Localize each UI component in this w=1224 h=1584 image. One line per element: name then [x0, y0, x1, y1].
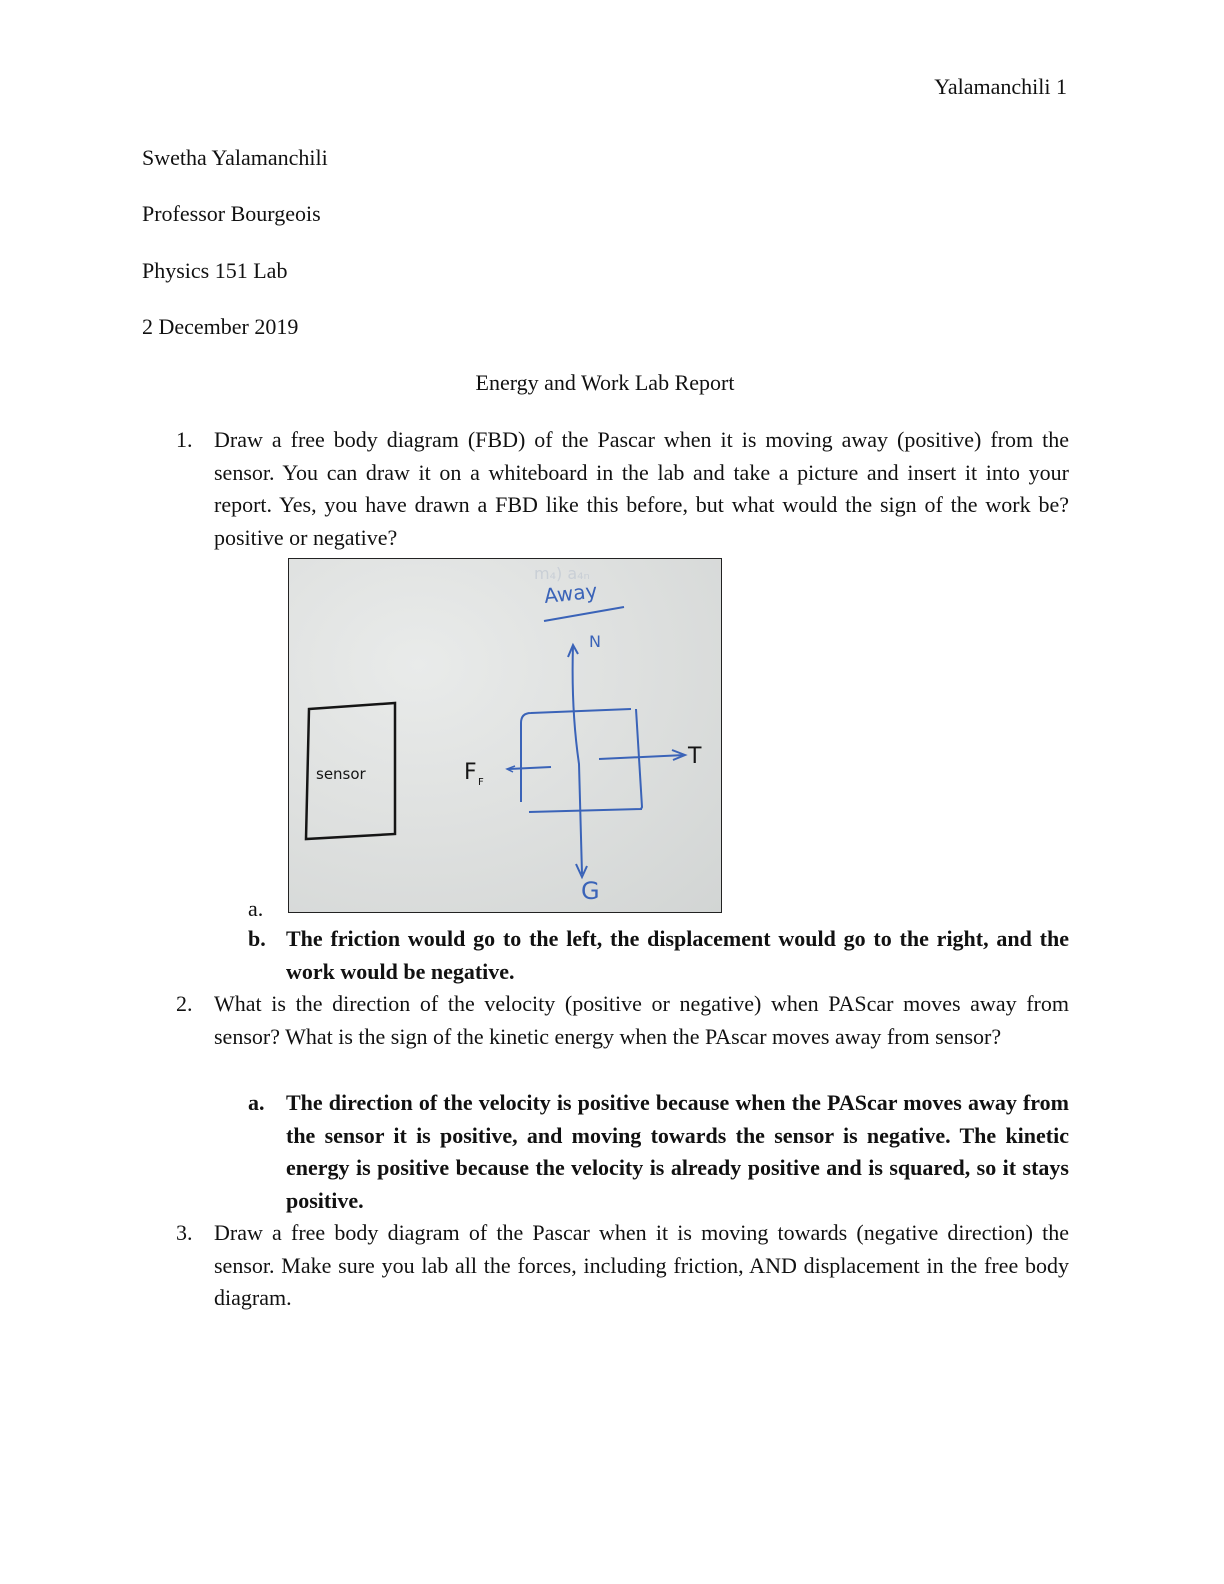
- professor-name: Professor Bourgeois: [142, 201, 321, 226]
- friction-subscript: F: [478, 777, 484, 788]
- answer-text: The direction of the velocity is positive because when the PAScar moves away from the sensor it is positive, and moving towards the sensor is negative. The kinetic energy is positive because the velocity is already positive and is squared, so it stays positive.: [286, 1090, 1069, 1213]
- question-text: What is the direction of the velocity (positive or negative) when PAScar moves away from sensor? What is the sign of the kinetic energy when the PAscar moves away from sensor?: [214, 991, 1069, 1049]
- answer-letter: b.: [248, 926, 266, 951]
- course-name: Physics 151 Lab: [142, 258, 288, 283]
- friction-label: F: [464, 760, 477, 785]
- normal-force-label: N: [589, 632, 601, 651]
- date: 2 December 2019: [142, 314, 299, 339]
- answer-letter: a.: [248, 896, 264, 921]
- student-name: Swetha Yalamanchili: [142, 145, 328, 170]
- question-number: 2.: [176, 991, 193, 1016]
- away-label: Away: [542, 578, 599, 609]
- fbd-whiteboard-photo: [288, 558, 722, 913]
- report-title: Energy and Work Lab Report: [475, 370, 735, 395]
- sensor-label: sensor: [316, 765, 366, 783]
- question-number: 1.: [176, 427, 193, 452]
- answer-text: The friction would go to the left, the displacement would go to the right, and the work would be negative.: [286, 926, 1069, 984]
- question-1: [176, 424, 1069, 554]
- question-number: 3.: [176, 1220, 193, 1245]
- answer-letter: a.: [248, 1090, 265, 1115]
- question-text: Draw a free body diagram (FBD) of the Pascar when it is moving away (positive) from the sensor. You can draw it on a whiteboard in the lab and take a picture and insert it into your report. Yes, you have drawn a FBD like this before, but what would the sign of the work be? positive or negative?: [214, 427, 1069, 550]
- answer-2a: [248, 1087, 1069, 1217]
- svg-text:m₄) a₄ₙ: m₄) a₄ₙ: [534, 564, 590, 583]
- gravity-label: G: [581, 877, 600, 905]
- running-head: Yalamanchili 1: [934, 74, 1067, 99]
- question-2: [176, 988, 1069, 1053]
- question-3: [176, 1217, 1069, 1315]
- answer-1b: [248, 923, 1069, 988]
- tension-label: T: [688, 744, 702, 769]
- free-body-diagram: [289, 559, 721, 912]
- question-text: Draw a free body diagram of the Pascar when it is moving towards (negative direction) the sensor. Make sure you lab all the forces, including friction, AND displacement in the free body diagram.: [214, 1220, 1069, 1311]
